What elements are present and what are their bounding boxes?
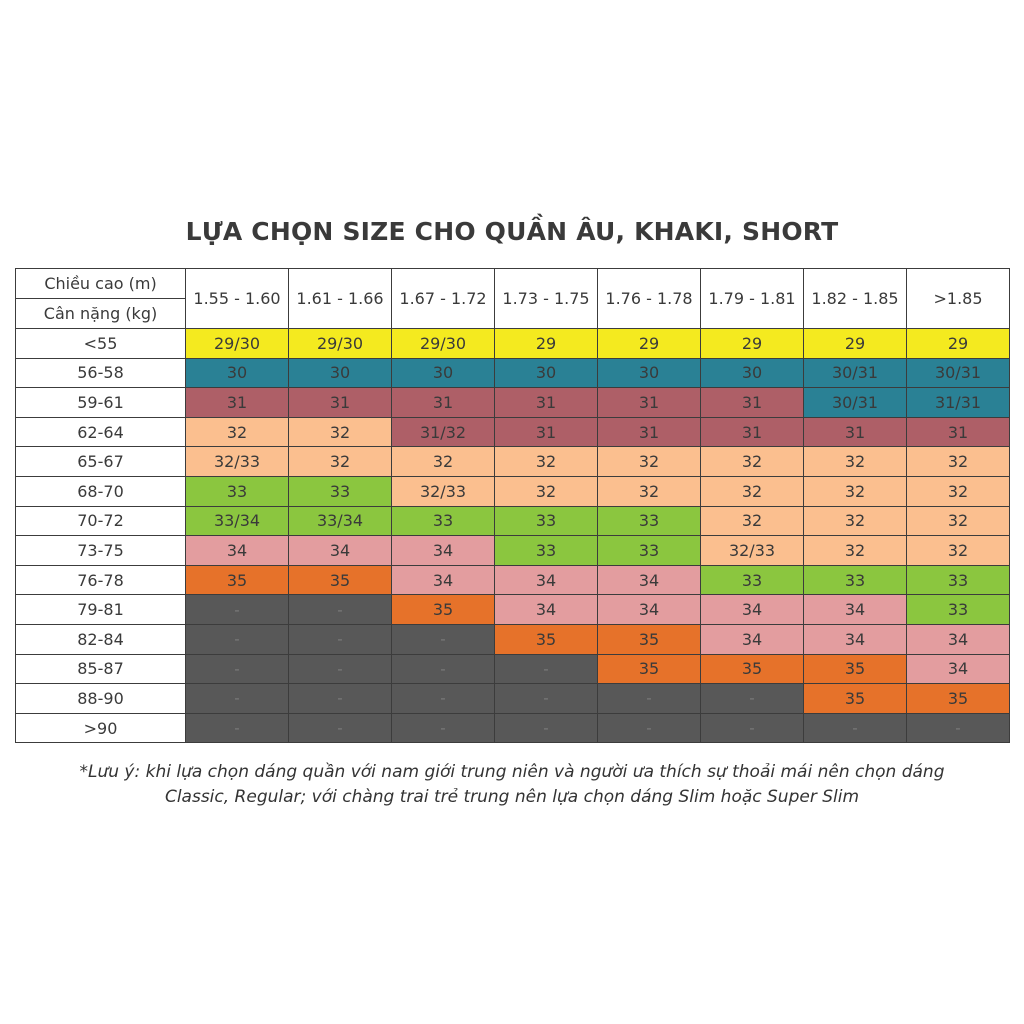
- size-cell: -: [186, 654, 289, 684]
- size-cell: 35: [701, 654, 804, 684]
- size-cell: 29/30: [186, 329, 289, 359]
- size-cell: -: [289, 624, 392, 654]
- size-cell: 34: [907, 654, 1010, 684]
- size-cell: 30: [289, 358, 392, 388]
- size-cell: 29/30: [289, 329, 392, 359]
- size-cell: 30: [186, 358, 289, 388]
- weight-range-label: 62-64: [16, 417, 186, 447]
- size-cell: -: [392, 684, 495, 714]
- table-row: [16, 654, 1010, 684]
- size-cell: 33: [804, 565, 907, 595]
- size-cell: 35: [495, 624, 598, 654]
- table-row: [16, 536, 1010, 566]
- footnote-line-2: Classic, Regular; với chàng trai trẻ trung nên lựa chọn dáng Slim hoặc Super Slim: [164, 787, 860, 807]
- size-cell: 34: [289, 536, 392, 566]
- table-row: [16, 358, 1010, 388]
- height-range-header: 1.82 - 1.85: [804, 269, 907, 329]
- size-cell: 33: [289, 476, 392, 506]
- size-cell: -: [598, 713, 701, 743]
- weight-range-label: 82-84: [16, 624, 186, 654]
- weight-range-label: 65-67: [16, 447, 186, 477]
- size-cell: 34: [701, 624, 804, 654]
- size-cell: 33: [598, 536, 701, 566]
- size-cell: 32: [804, 476, 907, 506]
- weight-range-label: 68-70: [16, 476, 186, 506]
- weight-range-label: 79-81: [16, 595, 186, 625]
- size-cell: -: [804, 713, 907, 743]
- height-range-header: 1.61 - 1.66: [289, 269, 392, 329]
- table-row: [16, 595, 1010, 625]
- size-cell: 29: [701, 329, 804, 359]
- size-cell: 33: [907, 565, 1010, 595]
- size-cell: 31: [186, 388, 289, 418]
- weight-range-label: >90: [16, 713, 186, 743]
- size-cell: -: [598, 684, 701, 714]
- height-range-header: 1.76 - 1.78: [598, 269, 701, 329]
- weight-range-label: 88-90: [16, 684, 186, 714]
- footnote-line-1: *Lưu ý: khi lựa chọn dáng quần với nam giới trung niên và người ưa thích sự thoải mái nên chọn dáng: [79, 762, 945, 782]
- size-cell: 32: [289, 417, 392, 447]
- weight-range-label: 59-61: [16, 388, 186, 418]
- size-cell: 32: [804, 447, 907, 477]
- size-cell: 32: [392, 447, 495, 477]
- table-row: [16, 713, 1010, 743]
- size-cell: 29: [907, 329, 1010, 359]
- size-cell: 35: [907, 684, 1010, 714]
- size-cell: 33: [907, 595, 1010, 625]
- size-cell: -: [186, 713, 289, 743]
- size-cell: -: [495, 654, 598, 684]
- size-cell: -: [907, 713, 1010, 743]
- size-cell: 34: [495, 595, 598, 625]
- weight-range-label: 70-72: [16, 506, 186, 536]
- size-cell: 32/33: [186, 447, 289, 477]
- footnote: [0, 760, 1024, 810]
- size-cell: 32: [907, 476, 1010, 506]
- size-cell: 30: [495, 358, 598, 388]
- weight-label: Cân nặng (kg): [16, 299, 186, 329]
- size-cell: 32: [495, 447, 598, 477]
- size-cell: 29/30: [392, 329, 495, 359]
- size-cell: 34: [804, 595, 907, 625]
- size-cell: 31: [289, 388, 392, 418]
- size-cell: 31: [907, 417, 1010, 447]
- table-row: [16, 388, 1010, 418]
- height-range-header: 1.79 - 1.81: [701, 269, 804, 329]
- size-cell: 32: [907, 447, 1010, 477]
- size-cell: 31: [392, 388, 495, 418]
- size-cell: 32: [907, 506, 1010, 536]
- size-cell: 32: [701, 447, 804, 477]
- size-cell: 32: [804, 506, 907, 536]
- size-cell: -: [186, 624, 289, 654]
- height-label: Chiều cao (m): [16, 269, 186, 299]
- size-cell: 34: [186, 536, 289, 566]
- size-cell: 33: [186, 476, 289, 506]
- size-cell: -: [289, 595, 392, 625]
- size-cell: 31: [598, 388, 701, 418]
- size-cell: 31: [701, 417, 804, 447]
- size-cell: 35: [392, 595, 495, 625]
- table-row: [16, 506, 1010, 536]
- size-cell: 29: [598, 329, 701, 359]
- table-row: [16, 624, 1010, 654]
- table-row: [16, 565, 1010, 595]
- size-cell: 35: [598, 624, 701, 654]
- size-cell: 33: [392, 506, 495, 536]
- height-range-header: 1.73 - 1.75: [495, 269, 598, 329]
- size-cell: 34: [598, 565, 701, 595]
- size-cell: 31/32: [392, 417, 495, 447]
- size-cell: -: [701, 684, 804, 714]
- size-cell: 33/34: [289, 506, 392, 536]
- size-cell: 31/31: [907, 388, 1010, 418]
- chart-title: LỰA CHỌN SIZE CHO QUẦN ÂU, KHAKI, SHORT: [185, 217, 839, 246]
- size-cell: 33/34: [186, 506, 289, 536]
- size-cell: 33: [598, 506, 701, 536]
- table-row: [16, 684, 1010, 714]
- size-cell: -: [186, 684, 289, 714]
- size-cell: 32: [598, 447, 701, 477]
- height-range-header: 1.55 - 1.60: [186, 269, 289, 329]
- size-cell: 30: [598, 358, 701, 388]
- height-range-header: 1.67 - 1.72: [392, 269, 495, 329]
- size-cell: 32: [907, 536, 1010, 566]
- weight-range-label: <55: [16, 329, 186, 359]
- size-cell: 32: [598, 476, 701, 506]
- size-cell: 34: [392, 536, 495, 566]
- weight-range-label: 85-87: [16, 654, 186, 684]
- header-row-height: [16, 269, 1010, 299]
- table-row: [16, 447, 1010, 477]
- size-cell: 35: [804, 684, 907, 714]
- table-row: [16, 417, 1010, 447]
- size-cell: 34: [804, 624, 907, 654]
- size-cell: 34: [495, 565, 598, 595]
- size-cell: 30: [701, 358, 804, 388]
- size-cell: -: [186, 595, 289, 625]
- size-cell: 35: [804, 654, 907, 684]
- size-cell: -: [495, 713, 598, 743]
- size-cell: -: [392, 624, 495, 654]
- size-cell: 31: [598, 417, 701, 447]
- size-cell: 33: [495, 506, 598, 536]
- size-cell: 32/33: [392, 476, 495, 506]
- size-cell: 32: [289, 447, 392, 477]
- size-cell: 34: [392, 565, 495, 595]
- size-cell: 32/33: [701, 536, 804, 566]
- size-cell: 31: [495, 417, 598, 447]
- size-cell: 34: [907, 624, 1010, 654]
- height-range-header: >1.85: [907, 269, 1010, 329]
- size-cell: 29: [804, 329, 907, 359]
- size-cell: -: [289, 684, 392, 714]
- size-cell: 30: [392, 358, 495, 388]
- size-cell: -: [289, 713, 392, 743]
- size-cell: 34: [701, 595, 804, 625]
- size-cell: 32: [186, 417, 289, 447]
- size-cell: 31: [495, 388, 598, 418]
- weight-range-label: 56-58: [16, 358, 186, 388]
- size-cell: -: [392, 654, 495, 684]
- size-cell: 35: [289, 565, 392, 595]
- weight-range-label: 76-78: [16, 565, 186, 595]
- size-cell: 32: [804, 536, 907, 566]
- size-cell: 30/31: [907, 358, 1010, 388]
- size-cell: -: [495, 684, 598, 714]
- size-cell: 32: [701, 476, 804, 506]
- size-cell: 34: [598, 595, 701, 625]
- size-cell: 35: [598, 654, 701, 684]
- size-cell: 35: [186, 565, 289, 595]
- size-cell: 31: [804, 417, 907, 447]
- table-row: [16, 476, 1010, 506]
- size-cell: 32: [701, 506, 804, 536]
- size-cell: 30/31: [804, 358, 907, 388]
- size-cell: -: [289, 654, 392, 684]
- size-cell: 33: [701, 565, 804, 595]
- size-cell: -: [701, 713, 804, 743]
- size-cell: -: [392, 713, 495, 743]
- size-cell: 32: [495, 476, 598, 506]
- size-table: [15, 268, 1010, 743]
- size-cell: 30/31: [804, 388, 907, 418]
- table-row: [16, 329, 1010, 359]
- weight-range-label: 73-75: [16, 536, 186, 566]
- size-cell: 31: [701, 388, 804, 418]
- size-cell: 29: [495, 329, 598, 359]
- size-cell: 33: [495, 536, 598, 566]
